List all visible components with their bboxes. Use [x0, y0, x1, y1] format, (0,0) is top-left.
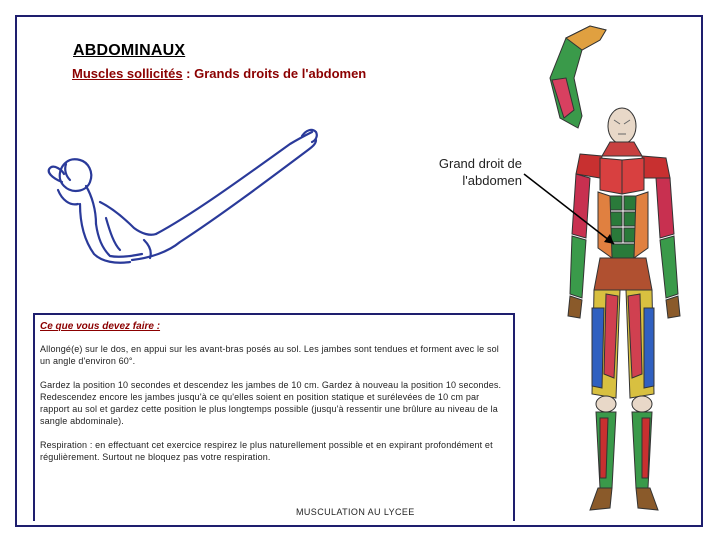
muscles-label: Muscles sollicités: [72, 66, 183, 81]
instruction-paragraph: Allongé(e) sur le dos, en appui sur les avant-bras posés au sol. Les jambes sont tendues et forment avec le sol un angle d'environ 60°.: [40, 344, 499, 366]
instruction-paragraph: Respiration : en effectuant cet exercice respirez le plus naturellement possible et en expirant profondément et régulièrement. Surtout ne bloquez pas votre respiration.: [40, 440, 493, 462]
page-title: ABDOMINAUX: [73, 42, 186, 59]
muscle-label: Grand droit de l'abdomen: [438, 156, 522, 188]
muscles-value: Grands droits de l'abdomen: [194, 66, 367, 81]
muscles-separator: :: [182, 66, 195, 81]
instruction-paragraph: Gardez la position 10 secondes et descendez les jambes de 10 cm. Gardez à nouveau la position 10 secondes. Redescendez encore les jambes jusqu'à ce qu'elles soient en position statique et surélevées de 10 cm par rapport au sol et gardez cette position le plus longtemps possible (jusqu'à ressentir une brûlure au niveau de la sangle abdominale).: [40, 380, 502, 426]
footer-text: MUSCULATION AU LYCEE: [296, 507, 415, 517]
exercise-illustration-icon: [40, 120, 320, 270]
instructions-box: [33, 313, 515, 521]
pointer-arrow-icon: [510, 170, 630, 260]
muscles-targeted: [72, 66, 366, 81]
anatomy-figure-icon: [520, 18, 695, 523]
instructions-heading: Ce que vous devez faire :: [40, 321, 161, 332]
